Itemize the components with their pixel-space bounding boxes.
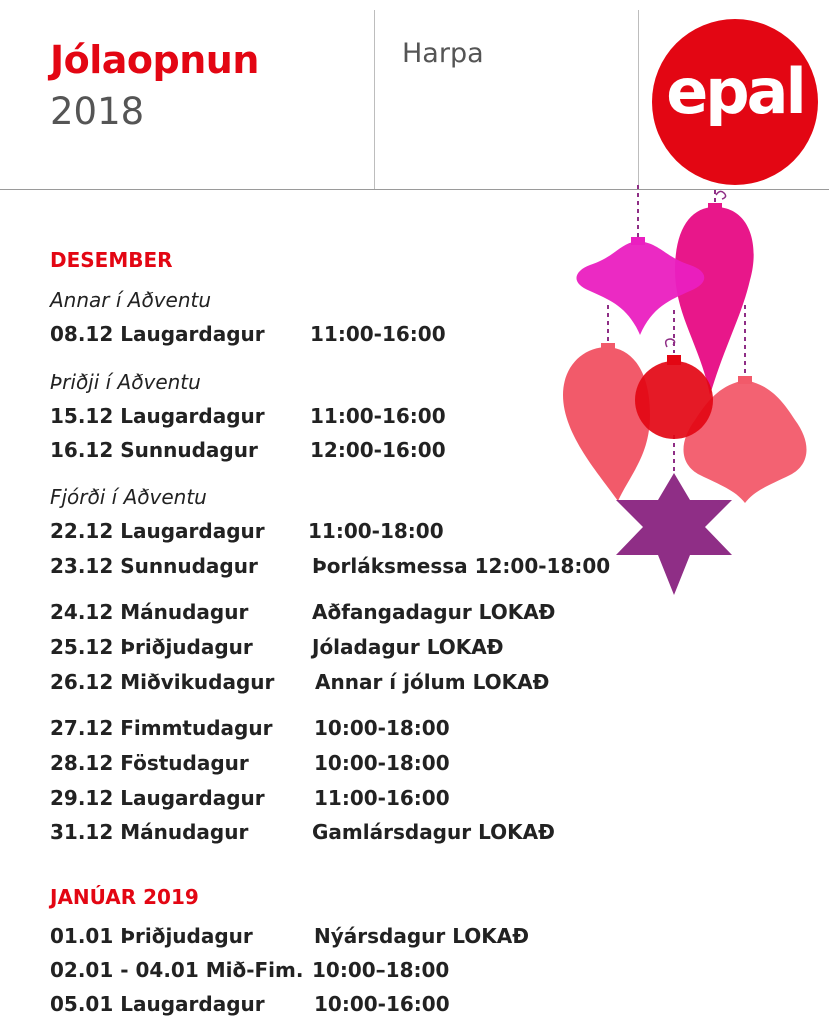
- row-date: 08.12 Laugardagur: [50, 322, 265, 346]
- row-date: 24.12 Mánudagur: [50, 600, 249, 624]
- venue-name: Harpa: [402, 38, 484, 69]
- christmas-ornaments-illustration: [560, 185, 820, 605]
- row-hours: Annar í jólum LOKAÐ: [315, 670, 550, 694]
- row-date: 01.01 Þriðjudagur: [50, 924, 253, 948]
- row-date: 31.12 Mánudagur: [50, 820, 249, 844]
- header-divider: [638, 10, 639, 189]
- row-hours: 10:00-18:00: [314, 751, 450, 775]
- row-date: 27.12 Fimmtudagur: [50, 716, 273, 740]
- row-hours: 10:00-18:00: [314, 716, 450, 740]
- advent-label: Annar í Aðventu: [50, 288, 212, 312]
- row-date: 02.01 - 04.01 Mið-Fim.: [50, 958, 304, 982]
- logo-text: epal: [666, 55, 804, 128]
- row-hours: 11:00-16:00: [310, 322, 446, 346]
- row-date: 15.12 Laugardagur: [50, 404, 265, 428]
- advent-label: Þriðji í Aðventu: [50, 370, 201, 394]
- row-date: 05.01 Laugardagur: [50, 992, 265, 1016]
- row-hours: 11:00-16:00: [310, 404, 446, 428]
- row-hours: Jóladagur LOKAÐ: [312, 635, 504, 659]
- row-hours: 10:00-16:00: [314, 992, 450, 1016]
- row-date: 25.12 Þriðjudagur: [50, 635, 253, 659]
- advent-label: Fjórði í Aðventu: [50, 485, 207, 509]
- row-date: 22.12 Laugardagur: [50, 519, 265, 543]
- row-hours: Þorláksmessa 12:00-18:00: [312, 554, 611, 578]
- row-hours: 11:00-18:00: [308, 519, 444, 543]
- row-date: 23.12 Sunnudagur: [50, 554, 258, 578]
- section-heading-january: JANÚAR 2019: [50, 885, 199, 909]
- row-hours: 10:00–18:00: [312, 958, 450, 982]
- row-date: 28.12 Föstudagur: [50, 751, 249, 775]
- page-year: 2018: [50, 90, 145, 133]
- epal-logo: [652, 19, 818, 185]
- page-title: Jólaopnun: [50, 38, 259, 82]
- row-date: 26.12 Miðvikudagur: [50, 670, 275, 694]
- row-hours: 12:00-16:00: [310, 438, 446, 462]
- row-hours: Aðfangadagur LOKAÐ: [312, 600, 556, 624]
- row-hours: 11:00-16:00: [314, 786, 450, 810]
- row-hours: Gamlársdagur LOKAÐ: [312, 820, 555, 844]
- row-date: 16.12 Sunnudagur: [50, 438, 258, 462]
- section-heading-december: DESEMBER: [50, 248, 173, 272]
- row-hours: Nýársdagur LOKAÐ: [314, 924, 529, 948]
- row-date: 29.12 Laugardagur: [50, 786, 265, 810]
- header-divider: [374, 10, 375, 189]
